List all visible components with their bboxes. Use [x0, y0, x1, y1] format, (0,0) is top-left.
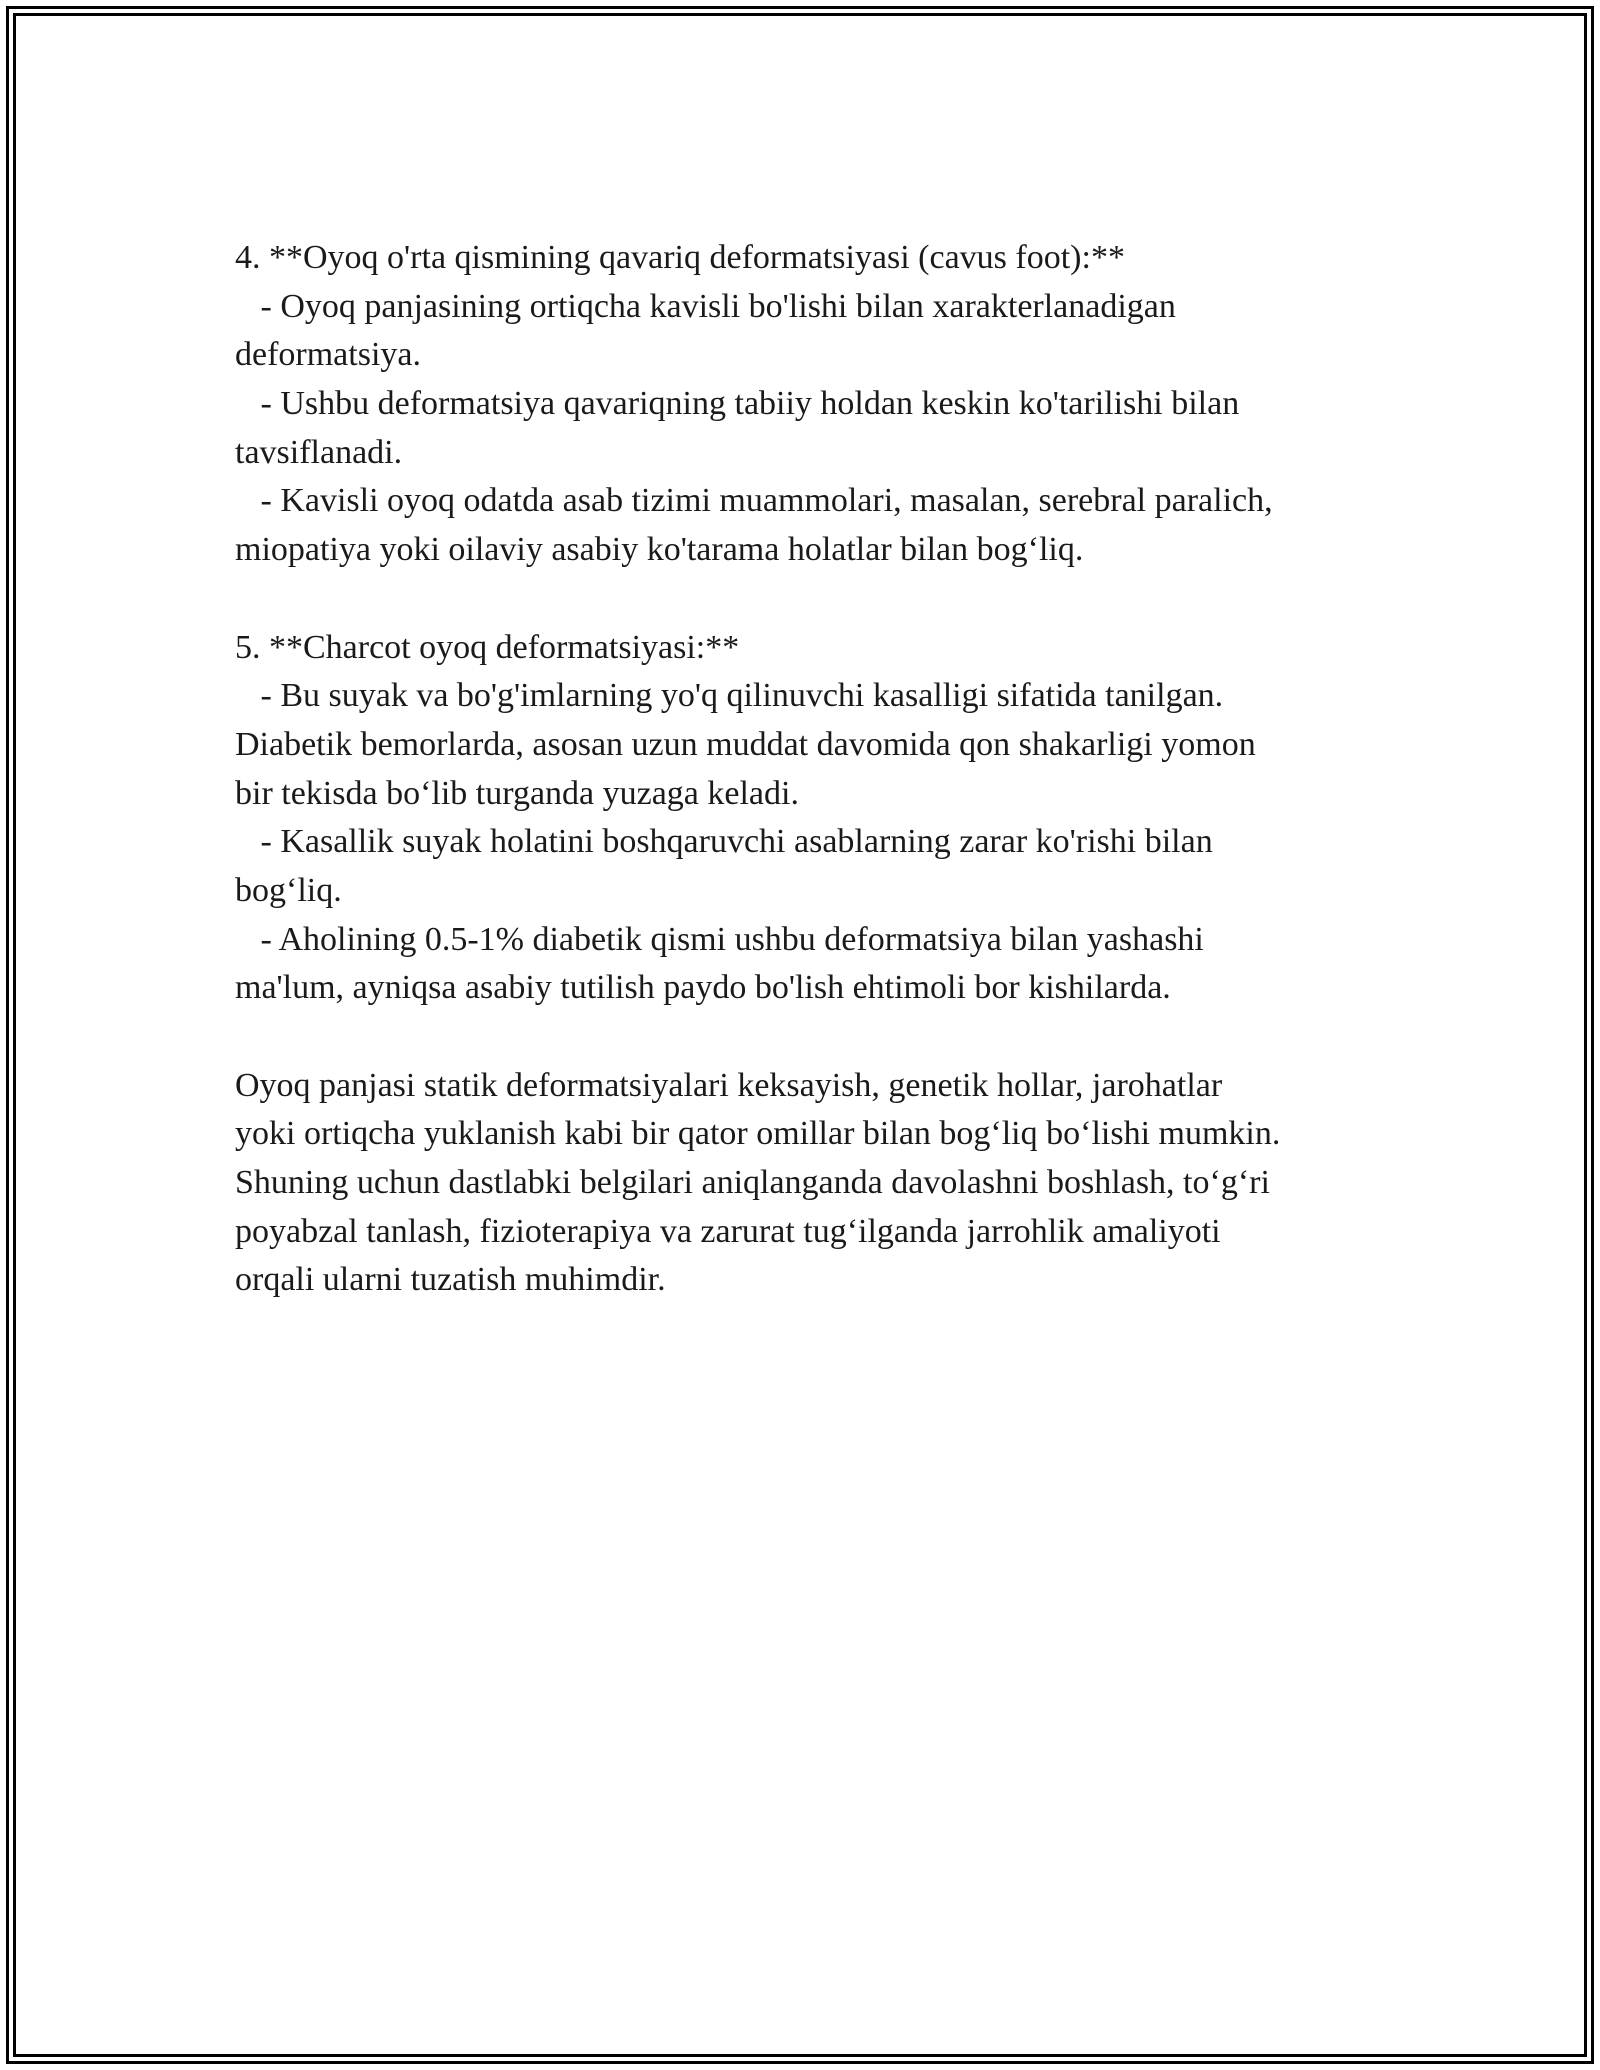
text-line: miopatiya yoki oilaviy asabiy ko'tarama holatlar bilan bog‘liq.	[235, 531, 1084, 569]
text-line: bir tekisda bo‘lib turganda yuzaga keladi.	[235, 774, 799, 812]
text-line: poyabzal tanlash, fizioterapiya va zarurat tug‘ilganda jarrohlik amaliyoti	[235, 1212, 1221, 1250]
section-heading: 5. **Charcot oyoq deformatsiyasi:**	[235, 628, 740, 666]
text-line: - Aholining 0.5-1% diabetik qismi ushbu deformatsiya bilan yashashi	[235, 920, 1204, 958]
text-line: ma'lum, ayniqsa asabiy tutilish paydo bo'lish ehtimoli bor kishilarda.	[235, 969, 1171, 1007]
text-line: Oyoq panjasi statik deformatsiyalari keksayish, genetik hollar, jarohatlar	[235, 1066, 1223, 1104]
text-line: Diabetik bemorlarda, asosan uzun muddat davomida qon shakarligi yomon	[235, 725, 1256, 763]
paragraph-spacer	[235, 575, 1395, 624]
text-line: yoki ortiqcha yuklanish kabi bir qator omillar bilan bog‘liq bo‘lishi mumkin.	[235, 1115, 1281, 1153]
text-line: - Ushbu deformatsiya qavariqning tabiiy holdan keskin ko'tarilishi bilan	[235, 385, 1240, 423]
text-line: - Bu suyak va bo'g'imlarning yo'q qilinuvchi kasalligi sifatida tanilgan.	[235, 677, 1224, 715]
text-line: - Kasallik suyak holatini boshqaruvchi asablarning zarar ko'rishi bilan	[235, 823, 1213, 861]
text-line: - Kavisli oyoq odatda asab tizimi muammolari, masalan, serebral paralich,	[235, 482, 1273, 520]
text-line: orqali ularni tuzatish muhimdir.	[235, 1261, 666, 1299]
section-cavus-foot	[235, 234, 1395, 575]
section-charcot-foot	[235, 624, 1395, 1014]
text-line: - Oyoq panjasining ortiqcha kavisli bo'lishi bilan xarakterlanadigan	[235, 287, 1176, 325]
text-line: deformatsiya.	[235, 336, 421, 374]
section-heading: 4. **Oyoq o'rta qismining qavariq deformatsiyasi (cavus foot):**	[235, 239, 1125, 276]
document-body	[235, 234, 1395, 1305]
text-line: Shuning uchun dastlabki belgilari aniqlanganda davolashni boshlash, to‘g‘ri	[235, 1164, 1270, 1202]
text-line: bog‘liq.	[235, 871, 342, 909]
text-line: tavsiflanadi.	[235, 433, 403, 471]
conclusion-paragraph	[235, 1062, 1395, 1305]
paragraph-spacer	[235, 1013, 1395, 1062]
